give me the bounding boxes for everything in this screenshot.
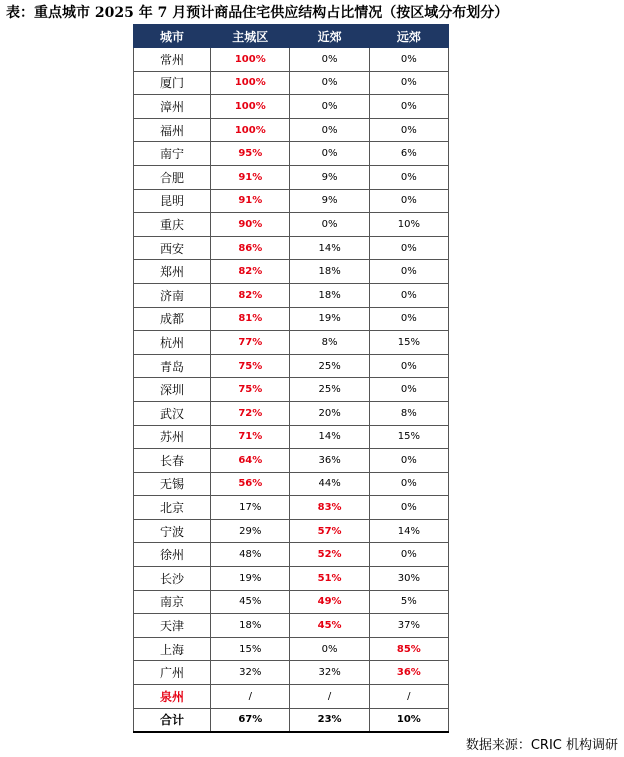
table-row — [134, 95, 449, 119]
suburb-cell: 36% — [290, 449, 369, 473]
suburb-cell: 0% — [290, 637, 369, 661]
header-row — [134, 25, 449, 48]
suburb-cell: 0% — [290, 142, 369, 166]
table-row — [134, 307, 449, 331]
table-row — [134, 661, 449, 685]
main-district-cell: 45% — [211, 590, 290, 614]
outer-suburb-cell: 0% — [369, 71, 448, 95]
suburb-cell: 18% — [290, 283, 369, 307]
outer-suburb-cell: 30% — [369, 567, 448, 591]
suburb-cell: 52% — [290, 543, 369, 567]
main-district-cell: 91% — [211, 189, 290, 213]
suburb-cell: 14% — [290, 236, 369, 260]
outer-suburb-cell: 0% — [369, 165, 448, 189]
table-row — [134, 449, 449, 473]
main-district-cell: 48% — [211, 543, 290, 567]
outer-suburb-cell: 5% — [369, 590, 448, 614]
suburb-cell: 83% — [290, 496, 369, 520]
header-outer-suburb: 远郊 — [369, 25, 448, 48]
city-cell: 广州 — [134, 661, 211, 685]
city-cell: 漳州 — [134, 95, 211, 119]
outer-suburb-cell: 14% — [369, 519, 448, 543]
table-row — [134, 637, 449, 661]
table-body — [134, 48, 449, 733]
city-cell: 宁波 — [134, 519, 211, 543]
header-main-district: 主城区 — [211, 25, 290, 48]
table-row — [134, 567, 449, 591]
suburb-cell: 49% — [290, 590, 369, 614]
main-district-cell: 81% — [211, 307, 290, 331]
city-cell: 南京 — [134, 590, 211, 614]
outer-suburb-cell: 0% — [369, 449, 448, 473]
outer-suburb-cell: 0% — [369, 48, 448, 72]
suburb-cell: 20% — [290, 401, 369, 425]
table-row — [134, 378, 449, 402]
city-cell: 青岛 — [134, 354, 211, 378]
main-district-cell: 75% — [211, 354, 290, 378]
outer-suburb-cell: 0% — [369, 354, 448, 378]
table-row — [134, 425, 449, 449]
total-suburb: 23% — [290, 708, 369, 732]
city-cell: 北京 — [134, 496, 211, 520]
outer-suburb-cell: 0% — [369, 543, 448, 567]
table-row — [134, 48, 449, 72]
city-cell: 苏州 — [134, 425, 211, 449]
outer-suburb-cell: 15% — [369, 331, 448, 355]
main-district-cell: 18% — [211, 614, 290, 638]
suburb-cell: / — [290, 685, 369, 709]
city-cell: 福州 — [134, 118, 211, 142]
table-row — [134, 519, 449, 543]
outer-suburb-cell: 15% — [369, 425, 448, 449]
table-row — [134, 496, 449, 520]
city-cell: 成都 — [134, 307, 211, 331]
table-row — [134, 165, 449, 189]
main-district-cell: 95% — [211, 142, 290, 166]
table-row — [134, 213, 449, 237]
table-row — [134, 142, 449, 166]
main-district-cell: 90% — [211, 213, 290, 237]
outer-suburb-cell: 6% — [369, 142, 448, 166]
table-title: 表：重点城市 2025 年 7 月预计商品住宅供应结构占比情况（按区域分布划分） — [6, 5, 509, 21]
outer-suburb-cell: 0% — [369, 260, 448, 284]
table-row — [134, 331, 449, 355]
outer-suburb-cell: 0% — [369, 307, 448, 331]
outer-suburb-cell: 36% — [369, 661, 448, 685]
table-row — [134, 236, 449, 260]
city-cell: 重庆 — [134, 213, 211, 237]
city-cell: 泉州 — [134, 685, 211, 709]
main-district-cell: 100% — [211, 71, 290, 95]
table-row — [134, 543, 449, 567]
main-district-cell: 32% — [211, 661, 290, 685]
main-district-cell: 56% — [211, 472, 290, 496]
main-district-cell: 91% — [211, 165, 290, 189]
main-district-cell: 86% — [211, 236, 290, 260]
city-cell: 南宁 — [134, 142, 211, 166]
main-district-cell: 100% — [211, 48, 290, 72]
table-row — [134, 283, 449, 307]
outer-suburb-cell: 0% — [369, 472, 448, 496]
main-district-cell: 19% — [211, 567, 290, 591]
city-cell: 武汉 — [134, 401, 211, 425]
main-district-cell: 17% — [211, 496, 290, 520]
main-district-cell: 15% — [211, 637, 290, 661]
total-row — [134, 708, 449, 732]
city-cell: 天津 — [134, 614, 211, 638]
suburb-cell: 45% — [290, 614, 369, 638]
city-cell: 徐州 — [134, 543, 211, 567]
city-cell: 济南 — [134, 283, 211, 307]
table-row — [134, 685, 449, 709]
table-row — [134, 614, 449, 638]
main-district-cell: 100% — [211, 95, 290, 119]
table-row — [134, 401, 449, 425]
table-row — [134, 472, 449, 496]
table-row — [134, 189, 449, 213]
city-cell: 上海 — [134, 637, 211, 661]
city-cell: 深圳 — [134, 378, 211, 402]
city-cell: 长沙 — [134, 567, 211, 591]
city-cell: 杭州 — [134, 331, 211, 355]
outer-suburb-cell: / — [369, 685, 448, 709]
table-row — [134, 260, 449, 284]
outer-suburb-cell: 0% — [369, 236, 448, 260]
outer-suburb-cell: 10% — [369, 213, 448, 237]
suburb-cell: 25% — [290, 354, 369, 378]
main-district-cell: 72% — [211, 401, 290, 425]
main-district-cell: 100% — [211, 118, 290, 142]
suburb-cell: 8% — [290, 331, 369, 355]
main-district-cell: 29% — [211, 519, 290, 543]
outer-suburb-cell: 0% — [369, 118, 448, 142]
city-cell: 常州 — [134, 48, 211, 72]
suburb-cell: 19% — [290, 307, 369, 331]
suburb-cell: 9% — [290, 189, 369, 213]
outer-suburb-cell: 0% — [369, 496, 448, 520]
table-row — [134, 354, 449, 378]
total-outer-suburb: 10% — [369, 708, 448, 732]
city-cell: 长春 — [134, 449, 211, 473]
header-city: 城市 — [134, 25, 211, 48]
main-district-cell: 71% — [211, 425, 290, 449]
suburb-cell: 0% — [290, 213, 369, 237]
data-source-note: 数据来源：CRIC 机构调研 — [465, 738, 618, 753]
suburb-cell: 25% — [290, 378, 369, 402]
outer-suburb-cell: 8% — [369, 401, 448, 425]
table-row — [134, 118, 449, 142]
outer-suburb-cell: 85% — [369, 637, 448, 661]
suburb-cell: 51% — [290, 567, 369, 591]
city-cell: 昆明 — [134, 189, 211, 213]
suburb-cell: 14% — [290, 425, 369, 449]
outer-suburb-cell: 0% — [369, 95, 448, 119]
main-district-cell: 77% — [211, 331, 290, 355]
main-district-cell: 82% — [211, 260, 290, 284]
outer-suburb-cell: 0% — [369, 189, 448, 213]
total-main-district: 67% — [211, 708, 290, 732]
city-cell: 西安 — [134, 236, 211, 260]
main-district-cell: 82% — [211, 283, 290, 307]
suburb-cell: 18% — [290, 260, 369, 284]
city-cell: 郑州 — [134, 260, 211, 284]
main-district-cell: / — [211, 685, 290, 709]
city-cell: 厦门 — [134, 71, 211, 95]
city-cell: 合肥 — [134, 165, 211, 189]
main-district-cell: 64% — [211, 449, 290, 473]
outer-suburb-cell: 0% — [369, 283, 448, 307]
outer-suburb-cell: 0% — [369, 378, 448, 402]
suburb-cell: 44% — [290, 472, 369, 496]
total-label: 合计 — [134, 708, 211, 732]
suburb-cell: 32% — [290, 661, 369, 685]
suburb-cell: 0% — [290, 48, 369, 72]
supply-structure-table — [133, 24, 449, 733]
header-suburb: 近郊 — [290, 25, 369, 48]
main-district-cell: 75% — [211, 378, 290, 402]
table-row — [134, 71, 449, 95]
table-row — [134, 590, 449, 614]
suburb-cell: 0% — [290, 95, 369, 119]
city-cell: 无锡 — [134, 472, 211, 496]
suburb-cell: 57% — [290, 519, 369, 543]
suburb-cell: 0% — [290, 118, 369, 142]
suburb-cell: 9% — [290, 165, 369, 189]
outer-suburb-cell: 37% — [369, 614, 448, 638]
suburb-cell: 0% — [290, 71, 369, 95]
